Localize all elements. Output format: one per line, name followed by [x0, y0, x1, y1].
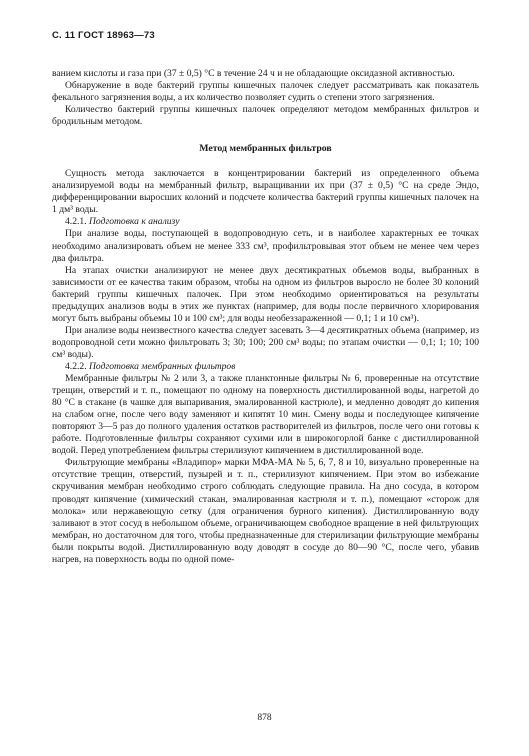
paragraph: Количество бактерий группы кишечных палочек определяют методом мембранных фильтров и бродильным методом.: [52, 104, 479, 128]
subsection-number: 4.2.2.: [65, 360, 87, 372]
subsection-heading: [52, 361, 479, 373]
paragraph: При анализе воды, поступающей в водопроводную сеть, и в наиболее характерных ее точках необходимо анализировать объем не менее 333 см³, профильтровывая этот объем не менее чем через два фильтра.: [52, 228, 479, 264]
subsection-title: Подготовка мембранных фильтров: [89, 360, 236, 372]
paragraph: Сущность метода заключается в концентрировании бактерий из определенного объема анализируемой воды на мембранный фильтр, выращивании их при (37 ± 0,5) °С на среде Эндо, дифференцировании выросших колоний и подсчете количества бактерий группы кишечных палочек на 1 дм³ воды.: [52, 168, 479, 216]
paragraph: На этапах очистки анализируют не менее двух десятикратных объемов воды, выбранных в зависимости от ее качества таким образом, чтобы на одном из фильтров выросло не более 30 колоний бактерий группы кишечных палочек. При этом необходимо ориентироваться на результаты предыдущих анализов воды в этих же пунктах (например, для воды после первичного хлорирования могут быть выбраны объемы 10 и 100 см³; для воды необеззараженной — 0,1; 1 и 10 см³).: [52, 264, 479, 324]
paragraph: Фильтрующие мембраны «Владипор» марки МФА-МА № 5, 6, 7, 8 и 10, визуально проверенные на отсутствие трещин, отверстий, пузырей и т. п., стерилизуют кипячением. При этом во избежание скручивания мембран необходимо строго соблюдать следующие правила. На дно сосуда, в котором проводят кипячение (химический стакан, эмалированная кастрюля и т. п.), помещают «сторож для молока» или нержавеющую сетку (для ограничения бурного кипения). Дистиллированную воду заливают в этот сосуд в небольшом объеме, ограничивающем свободное вращение в ней фильтрующих мембран, но достаточном для того, чтобы предназначенные для стерилизации фильтрующие мембраны были покрыты водой. Дистиллированную воду доводят в сосуде до 80—90 °С, после чего, убавив нагрев, на поверхность воды по одной поме-: [52, 457, 479, 565]
subsection-number: 4.2.1.: [65, 216, 87, 228]
subsection-heading: [52, 216, 479, 228]
paragraph: При анализе воды неизвестного качества следует засевать 3—4 десятикратных объема (например, из водопроводной сети можно фильтровать 3; 30; 100; 200 см³ воды; по этапам очистки — 0,1; 1; 10; 100 см³ воды).: [52, 324, 479, 360]
paragraph: Мембранные фильтры № 2 или 3, а также планктонные фильтры № 6, проверенные на отсутствие трещин, отверстий и т. п., помещают по одному на поверхность дистиллированной воды, нагретой до 80 °С в стакане (в чашке для выпаривания, эмалированной кастрюле), и медленно доводят до кипения на слабом огне, после чего воду заменяют и кипятят 10 мин. Смену воды и последующее кипячение повторяют 3—5 раз до полного удаления остатков растворителей из фильтров, после чего они готовы к работе. Подготовленные фильтры сохраняют сухими или в широкогорлой банке с дистиллированной водой. Перед употреблением фильтры стерилизуют кипячением в дистиллированной воде.: [52, 373, 479, 457]
page-number: 878: [257, 713, 272, 723]
paragraph: ванием кислоты и газа при (37 ± 0,5) °С в течение 24 ч и не обладающие оксидазной активностью.: [52, 68, 455, 79]
subsection-title: Подготовка к анализу: [89, 216, 180, 228]
document-page: [52, 30, 479, 566]
section-title: Метод мембранных фильтров: [199, 143, 332, 155]
paragraph: Обнаружение в воде бактерий группы кишечных палочек следует рассматривать как показатель фекального загрязнения воды, а их количество позволяет судить о степени этого загрязнения.: [52, 80, 479, 104]
page-header: С. 11 ГОСТ 18963—73: [52, 30, 155, 41]
